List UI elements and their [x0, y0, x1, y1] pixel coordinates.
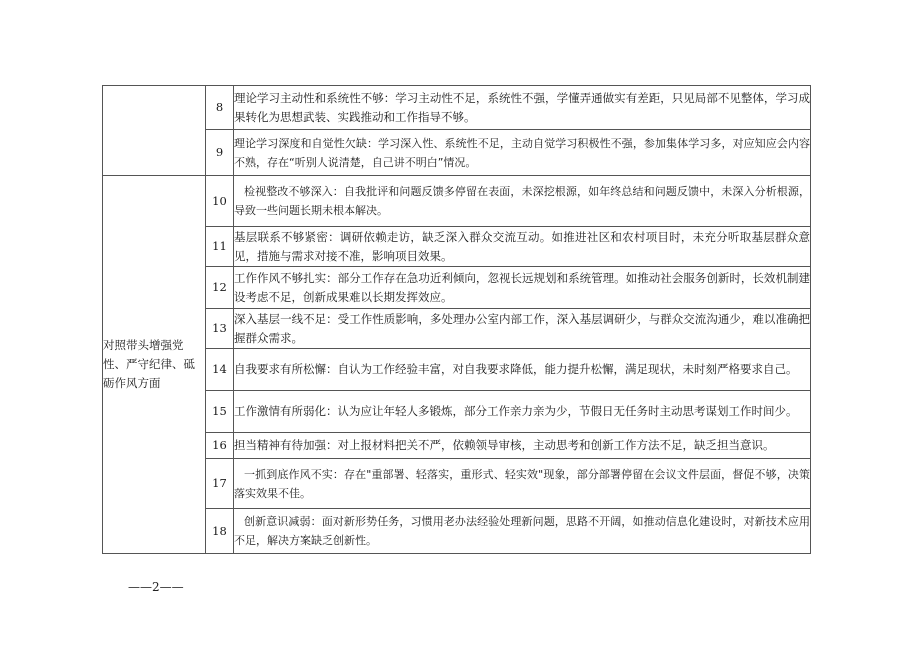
table-row	[103, 176, 811, 227]
row-content: 工作激情有所弱化：认为应让年轻人多锻炼，部分工作亲力亲为少，节假日无任务时主动思考谋划工作时间少。	[234, 391, 811, 433]
row-content: 深入基层一线不足：受工作性质影响，多处理办公室内部工作，深入基层调研少，与群众交流沟通少，难以准确把握群众需求。	[234, 309, 811, 349]
table-row	[103, 227, 811, 267]
table-row	[103, 349, 811, 391]
row-number: 17	[206, 459, 234, 509]
table-row	[103, 130, 811, 176]
row-number: 16	[206, 433, 234, 459]
table-row	[103, 509, 811, 554]
page-number: ——2——	[128, 580, 184, 594]
row-number: 12	[206, 267, 234, 309]
table-row	[103, 391, 811, 433]
problem-table	[102, 85, 811, 554]
table-row	[103, 459, 811, 509]
row-number: 14	[206, 349, 234, 391]
row-content: 检视整改不够深入：自我批评和问题反馈多停留在表面，未深挖根源，如年终总结和问题反馈中，未深入分析根源，导致一些问题长期未根本解决。	[234, 176, 811, 227]
row-number: 9	[206, 130, 234, 176]
row-content: 理论学习主动性和系统性不够：学习主动性不足，系统性不强，学懂弄通做实有差距，只见局部不见整体，学习成果转化为思想武装、实践推动和工作指导不够。	[234, 86, 811, 130]
row-number: 15	[206, 391, 234, 433]
table-row	[103, 433, 811, 459]
row-content: 工作作风不够扎实：部分工作存在急功近利倾向，忽视长远规划和系统管理。如推动社会服务创新时，长效机制建设考虑不足，创新成果难以长期发挥效应。	[234, 267, 811, 309]
row-number: 11	[206, 227, 234, 267]
row-content: 担当精神有待加强：对上报材料把关不严，依赖领导审核，主动思考和创新工作方法不足，缺乏担当意识。	[234, 433, 811, 459]
table-row	[103, 267, 811, 309]
row-number: 18	[206, 509, 234, 554]
row-number: 13	[206, 309, 234, 349]
row-content: 一抓到底作风不实：存在"重部署、轻落实，重形式、轻实效"现象，部分部署停留在会议文件层面，督促不够，决策落实效果不佳。	[234, 459, 811, 509]
table-row	[103, 309, 811, 349]
row-content: 基层联系不够紧密：调研依赖走访，缺乏深入群众交流互动。如推进社区和农村项目时，未充分听取基层群众意见，措施与需求对接不准，影响项目效果。	[234, 227, 811, 267]
row-content: 理论学习深度和自觉性欠缺：学习深入性、系统性不足，主动自觉学习积极性不强，参加集体学习多，对应知应会内容不熟，存在“听别人说清楚，自己讲不明白”情况。	[234, 130, 811, 176]
table-row	[103, 86, 811, 130]
row-number: 10	[206, 176, 234, 227]
row-content: 自我要求有所松懈：自认为工作经验丰富，对自我要求降低，能力提升松懈，满足现状，未时刻严格要求自己。	[234, 349, 811, 391]
row-content: 创新意识减弱：面对新形势任务，习惯用老办法经验处理新问题，思路不开阔，如推动信息化建设时，对新技术应用不足，解决方案缺乏创新性。	[234, 509, 811, 554]
row-number: 8	[206, 86, 234, 130]
category-cell-empty	[103, 86, 206, 176]
category-cell: 对照带头增强党性、严守纪律、砥砺作风方面	[103, 176, 206, 554]
